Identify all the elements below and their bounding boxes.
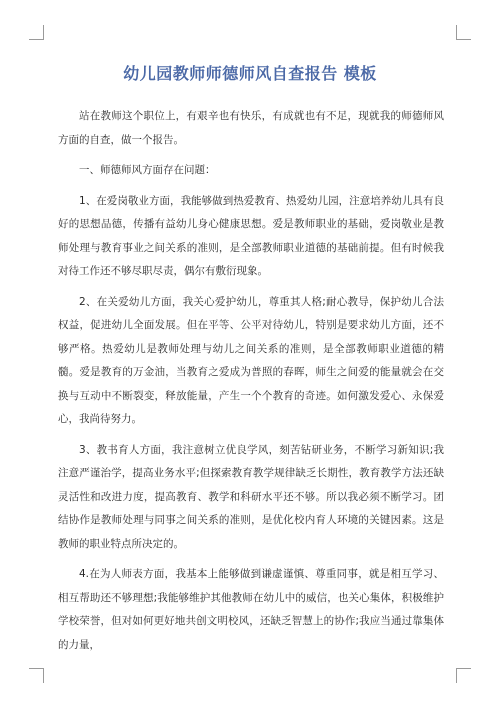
paragraph-item-2: 2、在关爱幼儿方面，我关心爱护幼儿，尊重其人格;耐心教导，保护幼儿合法权益，促进幼儿全面发展。但在平等、公平对待幼儿，特别是要求幼儿方面，还不够严格。热爱幼儿是教师处理与幼儿之间关系的准则，是全部教师职业道德的精髓。爱是教育的万金油，当教育之爱成为普照的春晖，师生之间爱的能量就会在交换与互动中不断裂变，释放能量，产生一个个教育的奇迹。如何激发爱心、永保爱心，我尚待努力。: [58, 295, 444, 425]
paragraph-section-heading: 一、师德师风方面存在问题：: [79, 164, 216, 176]
crop-mark-bottom-left: [29, 668, 44, 683]
paragraph-intro: 站在教师这个职位上，有艰辛也有快乐，有成就也有不足，现就我的师德师风方面的自查，做一个报告。: [58, 110, 444, 146]
crop-mark-top-right: [456, 25, 471, 40]
page-title: 幼儿园教师师德师风自查报告 模板: [123, 64, 377, 83]
document-body: [58, 105, 444, 664]
paragraph-item-3: 3、教书育人方面，我注意树立优良学风，刻苦钻研业务，不断学习新知识;我注意严谨治学，提高业务水平;但探索教育教学规律缺乏长期性，教育教学方法还缺灵活性和改进力度，提高教育、教学和科研水平还不够。所以我必须不断学习。团结协作是教师处理与同事之间关系的准则，是优化校内育人环境的关键因素。这是教师的职业特点所决定的。: [58, 443, 444, 550]
crop-mark-bottom-right: [456, 668, 471, 683]
crop-mark-top-left: [29, 25, 44, 40]
paragraph-item-4: 4.在为人师表方面，我基本上能够做到谦虚谨慎、尊重同事，就是相互学习、相互帮助还不够理想;我能够维护其他教师在幼儿中的威信，也关心集体，积极维护学校荣誉，但对如何更好地共创文明校风，还缺乏智慧上的协作;我应当通过靠集体的力量，: [58, 568, 444, 651]
paragraph-item-1: 1、在爱岗敬业方面，我能够做到热爱教育、热爱幼儿园，注意培养幼儿具有良好的思想品德，传播有益幼儿身心健康思想。爱是教师职业的基础，爱岗敬业是教师处理与教育事业之间关系的准则，是全部教师职业道德的基础前提。但有时候我对待工作还不够尽职尽责，偶尔有敷衍现象。: [58, 194, 444, 277]
